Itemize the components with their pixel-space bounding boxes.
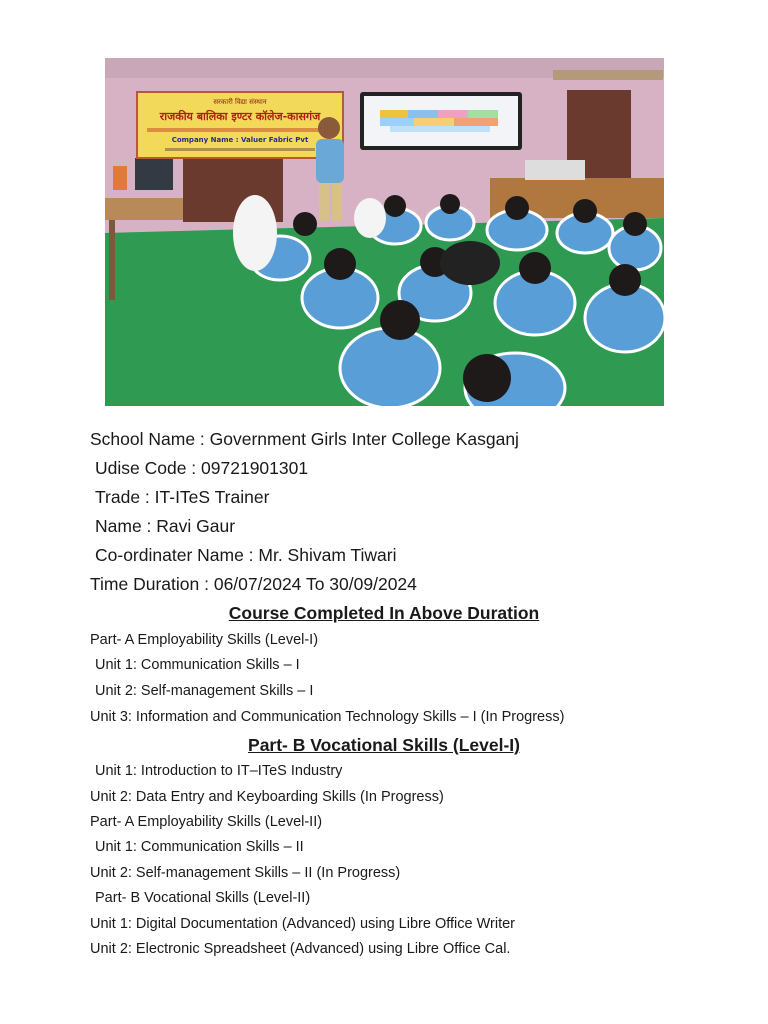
part-a1-unit-3: Unit 3: Information and Communication Technology Skills – I (In Progress) bbox=[90, 709, 565, 725]
classroom-photo bbox=[105, 58, 664, 406]
part-b1-heading: Part- B Vocational Skills (Level-I) bbox=[248, 735, 520, 755]
part-a2-title: Part- A Employability Skills (Level-II) bbox=[90, 814, 323, 830]
trainer-name: Name : Ravi Gaur bbox=[95, 516, 236, 536]
banner-company: Company Name : Valuer Fabric Pvt bbox=[171, 136, 309, 144]
part-b2-unit-1: Unit 1: Digital Documentation (Advanced) using Libre Office Writer bbox=[90, 916, 515, 932]
part-b2-unit-2: Unit 2: Electronic Spreadsheet (Advanced) using Libre Office Cal. bbox=[90, 941, 511, 957]
udise-code: Udise Code : 09721901301 bbox=[95, 458, 309, 478]
time-duration: Time Duration : 06/07/2024 To 30/09/2024 bbox=[90, 574, 417, 594]
coordinator-name: Co-ordinater Name : Mr. Shivam Tiwari bbox=[95, 545, 397, 565]
part-a1-title: Part- A Employability Skills (Level-I) bbox=[90, 632, 319, 648]
part-b1-unit-2: Unit 2: Data Entry and Keyboarding Skills (In Progress) bbox=[90, 789, 444, 805]
part-a2-unit-2: Unit 2: Self-management Skills – II (In Progress) bbox=[90, 865, 401, 881]
classroom-illustration bbox=[105, 58, 664, 406]
course-heading: Course Completed In Above Duration bbox=[228, 603, 540, 623]
part-a2-unit-1: Unit 1: Communication Skills – II bbox=[95, 839, 304, 855]
school-name: School Name : Government Girls Inter College Kasganj bbox=[90, 429, 519, 449]
banner-top-text: सरकारी विद्या संस्थान bbox=[213, 98, 267, 106]
part-b2-title: Part- B Vocational Skills (Level-II) bbox=[95, 890, 311, 906]
banner-title: राजकीय बालिका इण्टर कॉलेज-कासगंज bbox=[159, 110, 321, 123]
part-a1-unit-1: Unit 1: Communication Skills – I bbox=[95, 657, 300, 673]
part-a1-unit-2: Unit 2: Self-management Skills – I bbox=[95, 683, 314, 699]
trade: Trade : IT-ITeS Trainer bbox=[95, 487, 270, 507]
part-b1-unit-1: Unit 1: Introduction to IT–ITeS Industry bbox=[95, 763, 343, 779]
